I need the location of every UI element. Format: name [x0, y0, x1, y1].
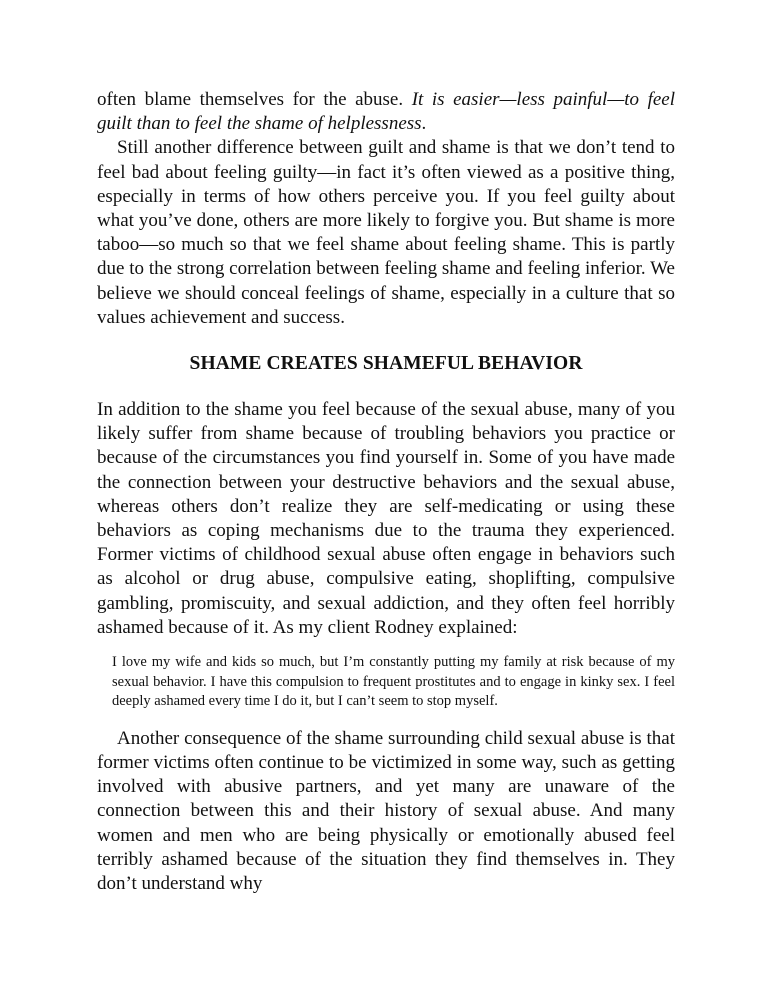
block-quote: I love my wife and kids so much, but I’m constantly putting my family at risk because of my sexual behavior. I have this compulsion to frequent prostitutes and to engage in kinky sex. I feel deeply ashamed every time I do it, but I can’t seem to stop myself. — [112, 654, 675, 710]
paragraph-guilt-shame: Still another difference between guilt and shame is that we don’t tend to feel bad about feeling guilty—in fact it’s often viewed as a positive thing, especially in terms of how others perceive you. If you feel guilty about what you’ve done, others are more likely to forgive you. But shame is more taboo—so much so that we feel shame about feeling shame. This is partly due to the strong correlation between feeling shame and feeling inferior. We believe we should conceal feelings of shame, especially in a culture that so values achievement and success. — [97, 137, 675, 328]
paragraph-shameful-behavior: In addition to the shame you feel because of the sexual abuse, many of you likely suffer from shame because of troubling behaviors you practice or because of the circumstances you find yourself in. Some of you have made the connection between your destructive behaviors and the sexual abuse, whereas others don’t realize they are self-medicating or using these behaviors as coping mechanisms due to the trauma they experienced. Former victims of childhood sexual abuse often engage in behaviors such as alcohol or drug abuse, compulsive eating, shoplifting, compulsive gambling, promiscuity, and sexual addiction, and they often feel horribly ashamed because of it. As my client Rodney explained: — [97, 399, 675, 638]
paragraph-continued-text: often blame themselves for the abuse. — [97, 89, 412, 110]
paragraph-continued-period: . — [421, 113, 427, 135]
book-page — [97, 88, 675, 896]
section-heading: SHAME CREATES SHAMEFUL BEHAVIOR — [189, 353, 583, 375]
paragraph-consequence: Another consequence of the shame surrounding child sexual abuse is that former victims often continue to be victimized in some way, such as getting involved with abusive partners, and yet many are unaware of the connection between this and their history of sexual abuse. And many women and men who are being physically or emotionally abused feel terribly ashamed because of the situation they find themselves in. They don’t understand why — [97, 727, 675, 895]
paragraph-continued — [97, 88, 675, 136]
italic-emphasis: It is easier—less painful—to feel guilt than to feel the shame of helplessness — [97, 89, 676, 135]
